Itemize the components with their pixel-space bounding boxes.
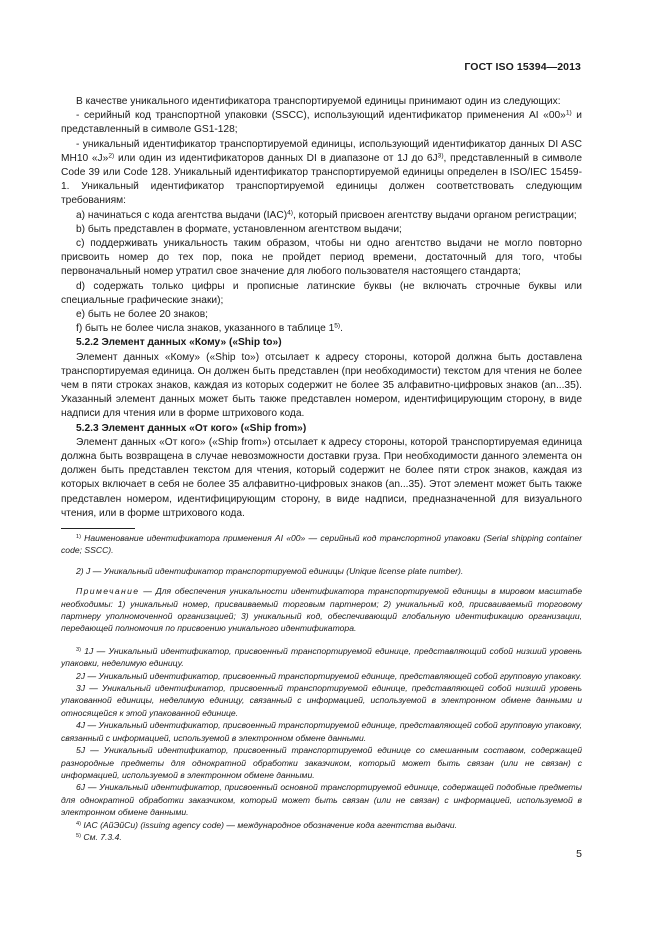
requirement-e: e) быть не более 20 знаков;	[76, 309, 208, 321]
section-5-2-3-heading: 5.2.3 Элемент данных «От кого» («Ship from»)	[76, 422, 307, 434]
sscc-item: - серийный код транспортной упаковки (SSCC), использующий идентификатор применения AI «00»$^{1)}$ и представленный в символе GS1-128;	[61, 109, 582, 136]
unique-id-item: - уникальный идентификатор транспортируемой единицы, использующий идентификатор данных DI ASC MH10 «J»$^{2)}$ или один из идентификаторов данных DI в диапазоне от 1J до $6J^{3)}$, представленный в символе Code 39 или Code 128. Уникальный идентификатор транспортируемой единицы определен в ISO/IEC 15459-1. Уникальный идентификатор транспортируемой единицы должен соответствовать следующим требованиям:	[61, 138, 583, 207]
footnote-1: $^{1)}$ Наименование идентификатора применения AI «00» — серийный код транспортной упаковки (Serial shipping container code; SSCC).	[61, 533, 582, 556]
document-id: ГОСТ ISO 15394—2013	[464, 61, 581, 73]
footnote-divider	[61, 528, 135, 529]
footnote-note: Примечание — Для обеспечения уникальности идентификатора транспортируемой единицы в мировом масштабе необходимы: 1) уникальный номер, присваиваемый торговым партнером; 2) уникальный код, присваиваемый торговому партнеру уполномоченной организацией; 3) уникальный код, обеспечивающий глобальную идентификацию организации, передающей полномочия по присвоению уникального идентификатора.	[61, 586, 582, 634]
section-5-2-3-text: Элемент данных «От кого» («Ship from») отсылает к адресу стороны, которой транспортируемая единица должна быть возвращена в случае невозможности доставки груза. При необходимости данного элемента он должен быть представлен текстом для чтения, который содержит не более пяти строк знаков, каждая из которых включает в себя не более 35 алфавитно-цифровых знаков (an...35). Этот элемент может быть также представлен номером, идентифицирующим сторону, в виде надписи, предназначенной для визуального чтения, или в форме штрихового кода.	[61, 436, 582, 519]
requirement-d: d) содержать только цифры и прописные латинские буквы (не включать строчные буквы или специальные графические знаки);	[61, 280, 582, 306]
section-5-2-2-text: Элемент данных «Кому» («Ship to») отсылает к адресу стороны, которой должна быть доставлена транспортируемая единица. Он должен быть представлен (при необходимости) текстом для чтения не более чем в пяти строках знаков, каждая из которых содержит не более 35 алфавитно-цифровых знаков (an...35). Указанный элемент данных может быть также представлен номером, идентифицирующим сторону, в виде надписи для чтения или в форме штрихового кода.	[61, 351, 582, 420]
footnote-5: $^{5)}$ См. 7.3.4.	[76, 831, 122, 842]
requirement-c: c) поддерживать уникальность таким образом, чтобы ни одно агентство выдачи не могло повторно присвоить номер до тех пор, пока не пройдет период времени, достаточный для того, чтобы первоначальный номер утратил свое значение для любого пользователя настоящего стандарта;	[61, 238, 582, 278]
footnote-3-4j: 4J — Уникальный идентификатор, присвоенный транспортируемой единице, представляющей собой групповую упаковку, связанный с информацией, используемой в электронном обмене данными.	[61, 720, 582, 743]
footnote-3-6j: 6J — Уникальный идентификатор, присвоенный основной транспортируемой единице, содержащей подобные предметы для однократной обработки заказчиком, который может быть связан (или не связан) с информацией, используемой в электронном обмене данными.	[61, 782, 582, 818]
requirement-a: a) начинаться с кода агентства выдачи (IAC)$^{4)}$, который присвоен агентству выдачи органом регистрации;	[76, 208, 577, 221]
footnote-3-2j: 2J — Уникальный идентификатор, присвоенный транспортируемой единице, представляющей собой групповую упаковку.	[76, 670, 582, 681]
footnote-3-5j: 5J — Уникальный идентификатор, присвоенный транспортируемой единице со смешанным составом, содержащей разнородные предметы для однократной обработки заказчиком, который может быть связан (или не связан) с информацией, используемой в электронном обмене данными.	[61, 745, 582, 780]
page-number: 5	[576, 848, 582, 860]
footnote-4: $^{4)}$ IAC (АйЭйСи) (issuing agency code) — международное обозначение кода агентства выдачи.	[76, 819, 457, 830]
section-5-2-2-heading: 5.2.2 Элемент данных «Кому» («Ship to»)	[76, 337, 282, 349]
intro-paragraph: В качестве уникального идентификатора транспортируемой единицы принимают один из следующих:	[76, 96, 561, 107]
footnote-2: 2) J — Уникальный идентификатор транспортируемой единицы (Unique license plate number).	[76, 565, 464, 576]
footnote-3-3j: 3J — Уникальный идентификатор, присвоенный транспортируемой единице, представляющей собой низший уровень упакованной единицы, неделимую единицу, связанный с информацией, используемой в электронном обмене данными и относящейся к этой упакованной единице.	[61, 683, 582, 718]
footnotes	[61, 532, 582, 843]
footnote-3: $^{3)}$ 1J — Уникальный идентификатор, присвоенный транспортируемой единице, представляющий собой низший уровень упаковки, неделимую единицу.	[61, 645, 582, 669]
main-text	[61, 95, 582, 521]
requirement-b: b) быть представлен в формате, установленном агентством выдачи;	[76, 223, 402, 235]
requirement-f: f) быть не более числа знаков, указанного в таблице 1$^{5)}$.	[76, 322, 343, 335]
